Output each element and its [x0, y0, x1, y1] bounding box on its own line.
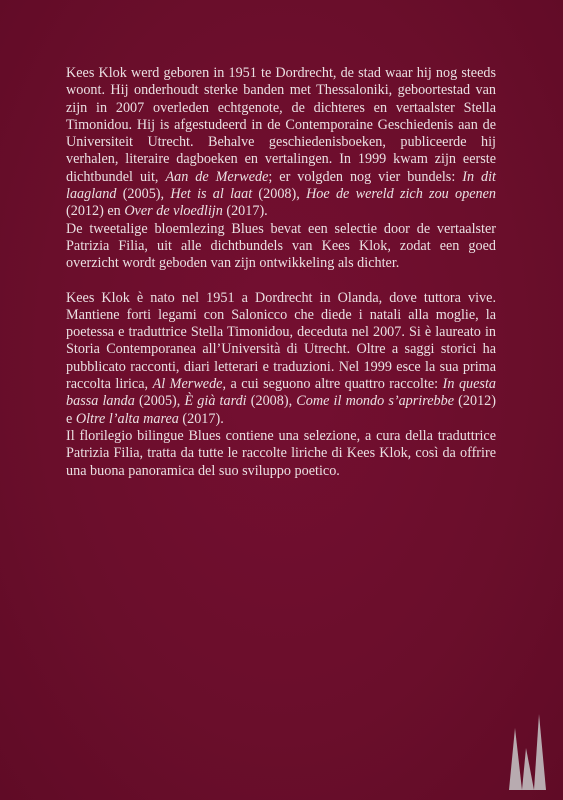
- text-run: (2012) en: [66, 203, 125, 220]
- cover-text: [66, 65, 496, 480]
- text-run: (2005),: [134, 393, 185, 410]
- text-run: Kees Klok werd geboren in 1951 te Dordrecht, de stad waar hij nog steeds woont. Hij onderhoudt sterke banden met Thessaloniki, geboortestad van zijn in 2007 overleden echtgenote, de dichteres en vertaalster Stella Timonidou. Hij is afgestudeerd in de Contemporaine Geschiedenis aan de Universiteit Utrecht. Behalve geschiedenisboeken, publiceerde hij verhalen, literaire dagboeken en vertalingen. In 1999 kwam zijn eerste dichtbundel uit,: [66, 65, 496, 185]
- title-italic: È già tardi: [184, 393, 247, 410]
- dutch-bio-paragraph: [66, 65, 496, 221]
- publisher-logo-icon: [506, 710, 550, 792]
- text-run: (2005),: [116, 186, 171, 203]
- title-italic: Aan de Merwede: [165, 168, 269, 185]
- text-run: (2012) e: [66, 393, 497, 427]
- title-italic: In dit laagland: [66, 168, 496, 203]
- text-run: (2008),: [246, 393, 297, 410]
- text-run: , a cui seguono altre quattro raccolte:: [222, 376, 443, 393]
- italian-anthology-paragraph: Il florilegio bilingue Blues contiene una selezione, a cura della traduttrice Patrizia Filia, tratta da tutte le raccolte liriche di Kees Klok, così da offrire una buona panoramica del suo sviluppo poetico.: [66, 427, 496, 479]
- text-run: (2017).: [178, 410, 224, 427]
- italian-bio-paragraph: [66, 290, 496, 428]
- title-italic: Over de vloedlijn: [124, 203, 223, 220]
- title-italic: Oltre l’alta marea: [75, 410, 179, 427]
- text-run: (2008),: [252, 186, 307, 203]
- title-italic: Come il mondo s’aprirebbe: [296, 393, 455, 410]
- title-italic: Het is al laat: [170, 186, 253, 203]
- title-italic: Al Merwede: [152, 376, 223, 393]
- title-italic: In questa bassa landa: [66, 376, 496, 410]
- dutch-anthology-paragraph: De tweetalige bloemlezing Blues bevat een selectie door de vertaalster Patrizia Filia, uit alle dichtbundels van Kees Klok, zodat een goed overzicht wordt geboden van zijn ontwikkeling als dichter.: [66, 220, 496, 272]
- text-run: Kees Klok è nato nel 1951 a Dordrecht in Olanda, dove tuttora vive. Mantiene forti legami con Salonicco che diede i natali alla moglie, la poetessa e traduttrice Stella Timonidou, deceduta nel 2007. Si è laureato in Storia Contemporanea all’Università di Utrecht. Oltre a saggi storici ha pubblicato racconti, diari letterari e traduzioni. Nel 1999 esce la sua prima raccolta lirica,: [66, 289, 496, 393]
- text-run: ; er volgden nog vier bundels:: [268, 168, 463, 185]
- paragraph-spacer: [66, 273, 496, 290]
- text-run: (2017).: [222, 203, 268, 220]
- title-italic: Hoe de wereld zich zou openen: [306, 186, 496, 203]
